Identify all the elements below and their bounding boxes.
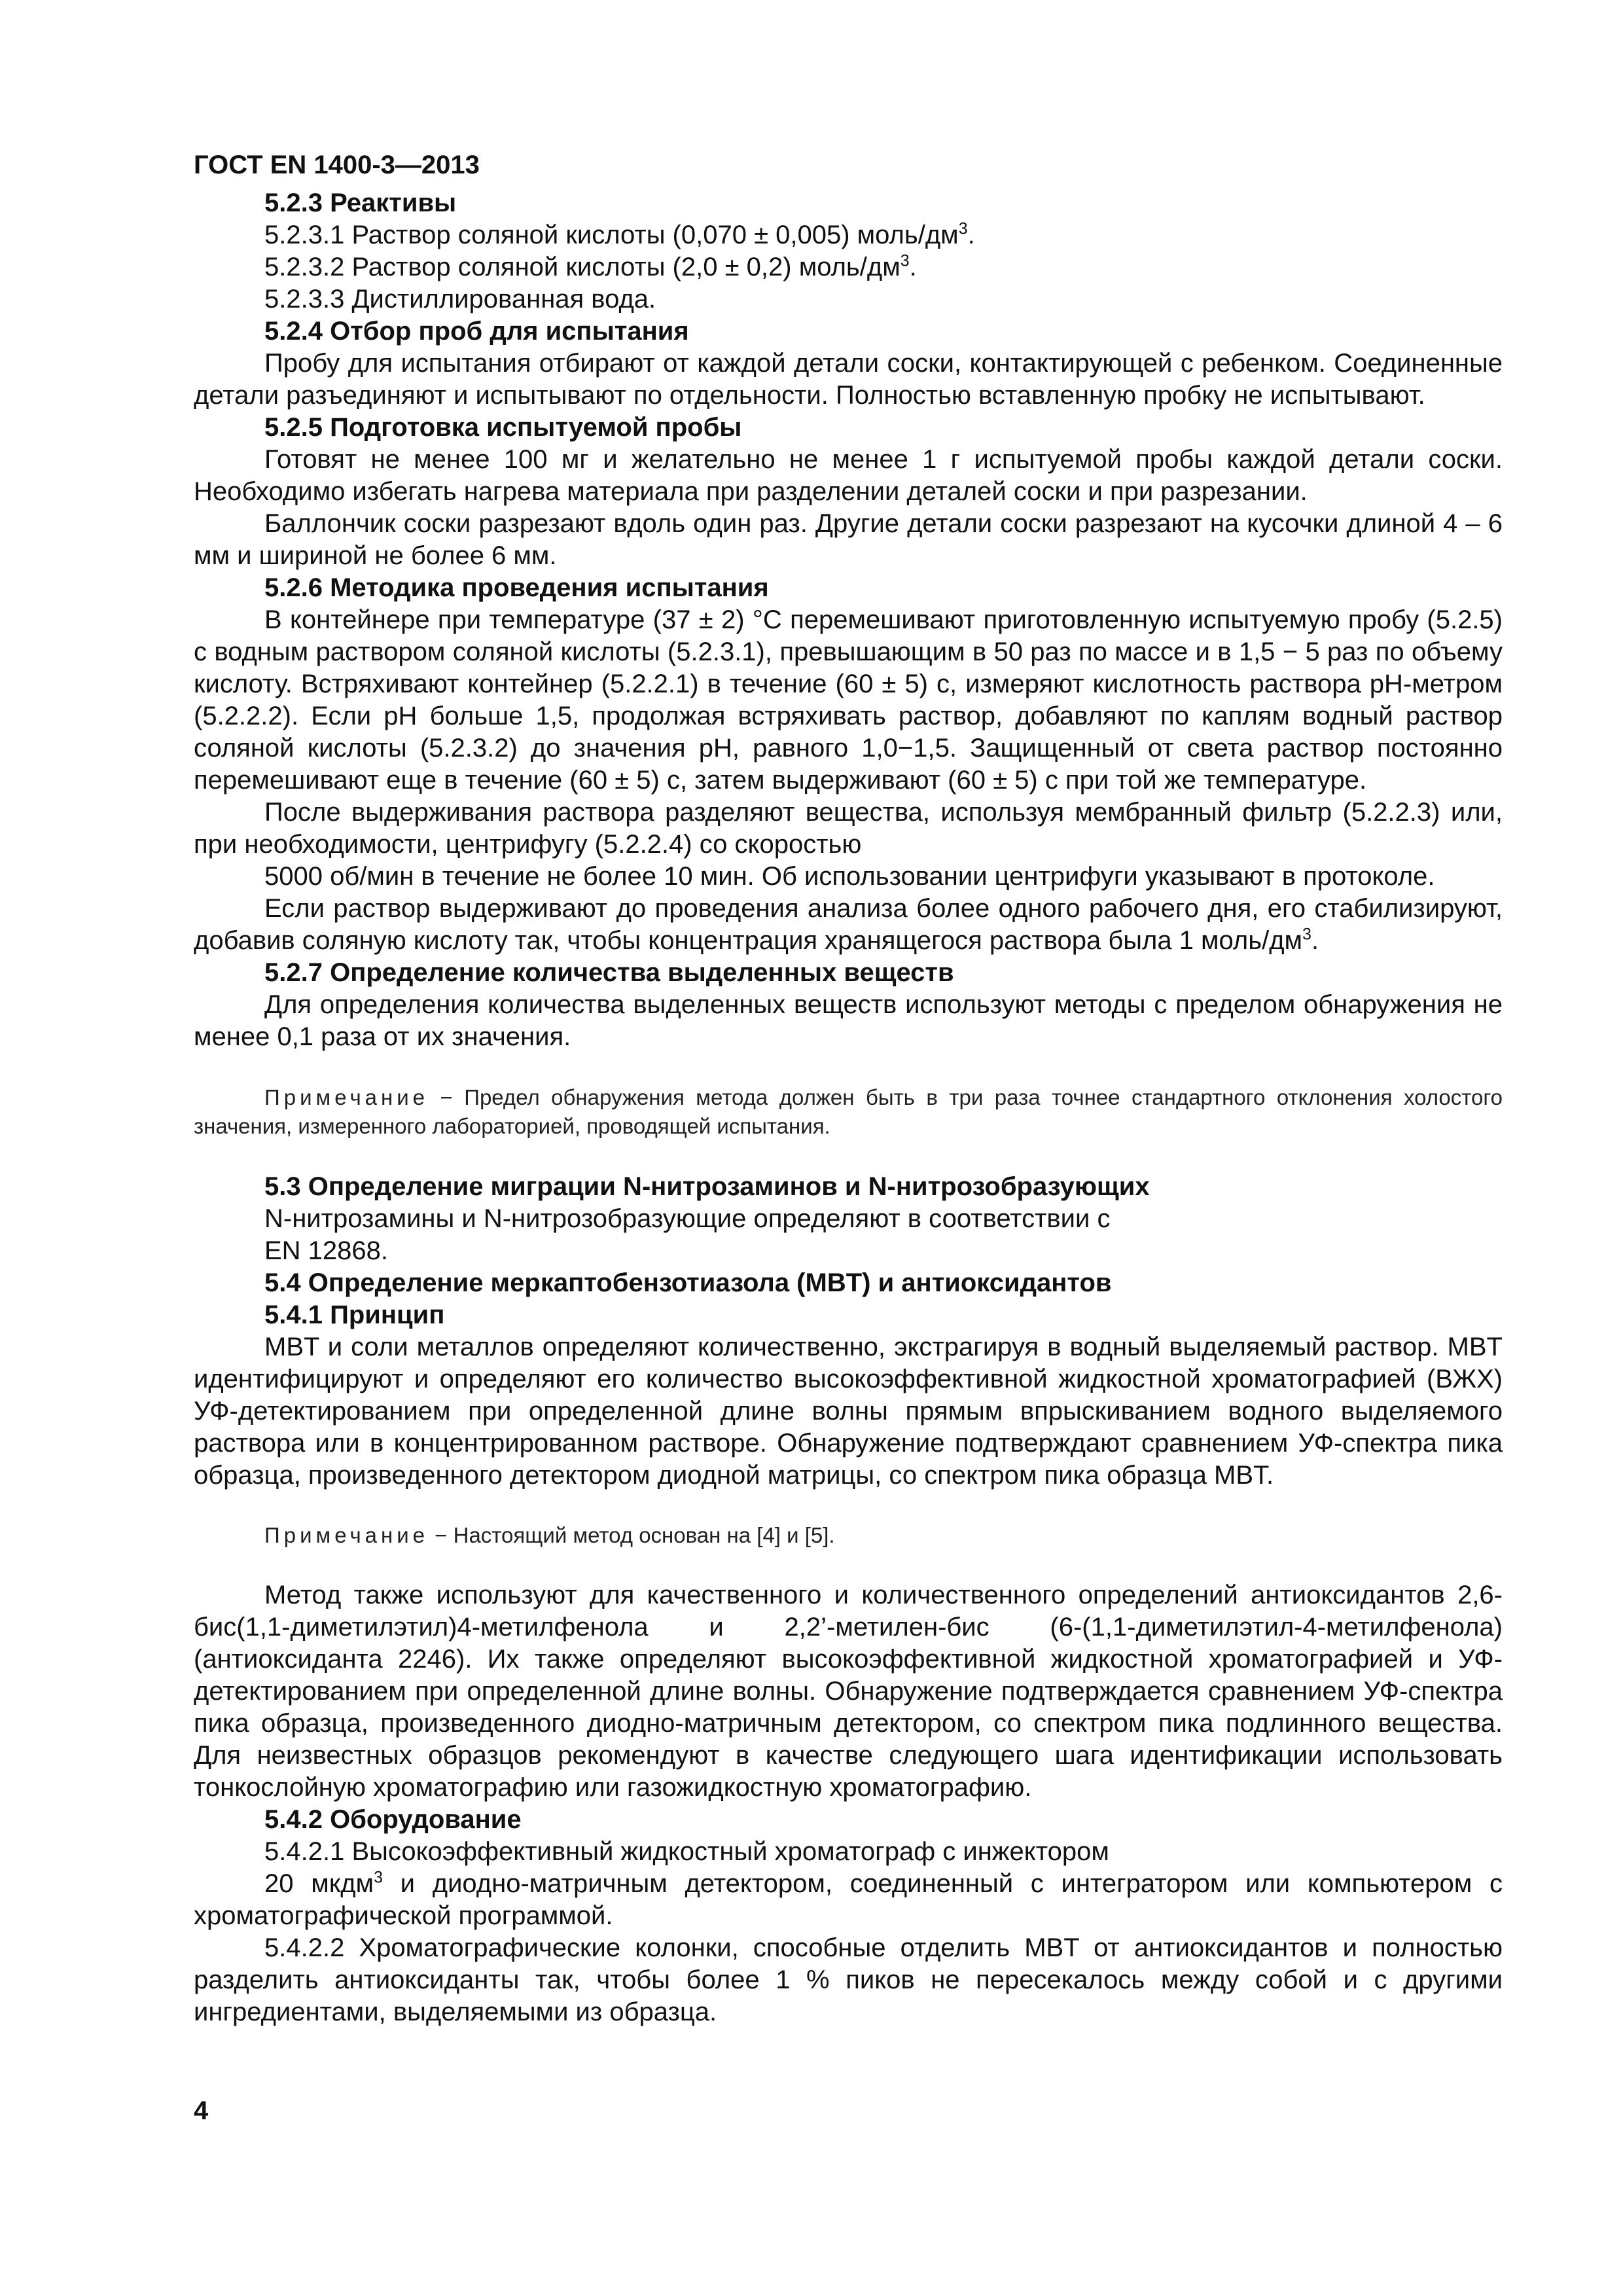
section-5-2-4-heading: 5.2.4 Отбор проб для испытания xyxy=(264,317,689,346)
section-5-4-1-heading: 5.4.1 Принцип xyxy=(264,1300,445,1329)
section-5-2-6-heading: 5.2.6 Методика проведения испытания xyxy=(264,573,769,602)
section-5-4-1-para-antioxidants: Метод также используют для качественного и количественного определений антиоксидантов 2,6-бис(1,1-диметилэтил)4-метилфенола и 2,2’-метилен-бис (6-(1,1-диметилэтил-4-метилфенола) (антиоксиданта 2246). Их также определяют высокоэффективной жидкостной хроматографией и УФ-детектированием при определенной длине волны. Обнаружение подтверждается сравнением УФ-спектра пика образца, произведенного диодно-матричным детектором, со спектром пика подлинного вещества. Для неизвестных образцов рекомендуют в качестве следующего шага идентификации использовать тонкослойную хроматографию или газожидкостную хроматографию. xyxy=(194,1581,1503,1802)
note-text: − Настоящий метод основан на [4] и [5]. xyxy=(429,1523,835,1547)
section-5-2-7-text: Для определения количества выделенных веществ используют методы с пределом обнаружения не менее 0,1 раза от их значения. xyxy=(194,990,1503,1051)
section-5-4-heading: 5.4 Определение меркаптобензотиазола (MBT) и антиоксидантов xyxy=(264,1268,1112,1297)
item-5-4-2-1-continued: 20 мкдм$^3$ и диодно-матричным детектором, соединенный с интегратором или компьютером с хроматографической программой. xyxy=(194,1868,1503,1930)
section-5-2-5-para-2: Баллончик соски разрезают вдоль один раз. Другие детали соски разрезают на кусочки длиной 4 – 6 мм и шириной не более 6 мм. xyxy=(194,509,1503,570)
section-5-3-para-1: N-нитрозамины и N-нитрозобразующие определяют в соответствии с xyxy=(264,1204,1111,1233)
note-text: − Предел обнаружения метода должен быть в три раза точнее стандартного отклонения холостого значения, измеренного лабораторией, проводящей испытания. xyxy=(194,1085,1503,1138)
item-5-4-2-2: 5.4.2.2 Хроматографические колонки, способные отделить MBT от антиоксидантов и полностью разделить антиоксиданты так, чтобы более 1 % пиков не пересекалось между собой и с другими ингредиентами, выделяемыми из образца. xyxy=(194,1933,1503,2026)
page-number: 4 xyxy=(194,2096,209,2125)
section-5-2-3-heading: 5.2.3 Реактивы xyxy=(264,188,457,217)
item-5-2-3-2: 5.2.3.2 Раствор соляной кислоты (2,0 ± 0,2) моль/$дм^3$. xyxy=(264,251,917,281)
note-label: Примечание xyxy=(264,1085,429,1109)
item-5-2-3-3: 5.2.3.3 Дистиллированная вода. xyxy=(264,285,656,314)
section-5-2-4-text: Пробу для испытания отбирают от каждой детали соски, контактирующей с ребенком. Соединенные детали разъединяют и испытывают по отдельности. Полностью вставленную пробку не испытывают. xyxy=(194,349,1503,410)
section-5-3-para-2: EN 12868. xyxy=(264,1236,389,1265)
section-5-2-5-heading: 5.2.5 Подготовка испытуемой пробы xyxy=(264,413,742,442)
note-method-basis xyxy=(194,1521,1503,1550)
section-5-2-5-para-1: Готовят не менее 100 мг и желательно не менее 1 г испытуемой пробы каждой детали соски. Необходимо избегать нагрева материала при разделении деталей соски и при разрезании. xyxy=(194,445,1503,506)
section-5-3-heading: 5.3 Определение миграции N-нитрозаминов и N-нитрозобразующих xyxy=(264,1172,1150,1201)
section-5-2-6-para-1: В контейнере при температуре (37 ± 2) °С перемешивают приготовленную испытуемую пробу (5.2.5) с водным раствором соляной кислоты (5.2.3.1), превышающим в 50 раз по массе и в 1,5 − 5 раз по объему кислоту. Встряхивают контейнер (5.2.2.1) в течение (60 ± 5) с, измеряют кислотность раствора pH-метром (5.2.2.2). Если pH больше 1,5, продолжая встряхивать раствор, добавляют по каплям водный раствор соляной кислоты (5.2.3.2) до значения pH, равного 1,0−1,5. Защищенный от света раствор постоянно перемешивают еще в течение (60 ± 5) с, затем выдерживают (60 ± 5) с при той же температуре. xyxy=(194,605,1503,795)
note-label: Примечание xyxy=(264,1523,429,1547)
item-5-4-2-1: 5.4.2.1 Высокоэффективный жидкостный хроматограф с инжектором xyxy=(264,1837,1109,1866)
section-5-4-2-heading: 5.4.2 Оборудование xyxy=(264,1805,522,1834)
section-5-2-6-para-4: Если раствор выдерживают до проведения анализа более одного рабочего дня, его стабилизируют, добавив соляную кислоту так, чтобы концентрация хранящегося раствора была 1 моль/$дм^3$. xyxy=(194,894,1503,955)
section-5-2-6-para-3: 5000 об/мин в течение не более 10 мин. Об использовании центрифуги указывают в протоколе. xyxy=(264,862,1435,891)
note-detection-limit xyxy=(194,1083,1503,1141)
section-5-2-7-heading: 5.2.7 Определение количества выделенных веществ xyxy=(264,958,954,987)
document-header: ГОСТ EN 1400-3—2013 xyxy=(194,151,480,179)
document-page xyxy=(194,149,1503,2028)
item-5-2-3-1: 5.2.3.1 Раствор соляной кислоты (0,070 ± 0,005) моль/$дм^3$. xyxy=(264,219,975,249)
section-5-2-6-para-2: После выдерживания раствора разделяют вещества, используя мембранный фильтр (5.2.2.3) или, при необходимости, центрифугу (5.2.2.4) со скоростью xyxy=(194,798,1503,859)
section-5-4-1-text: MBT и соли металлов определяют количественно, экстрагируя в водный выделяемый раствор. MBT идентифицируют и определяют его количество высокоэффективной жидкостной хроматографией (ВЖХ) УФ-детектированием при определенной длине волны прямым впрыскиванием водного выделяемого раствора или в концентрированном растворе. Обнаружение подтверждают сравнением УФ-спектра пика образца, произведенного детектором диодной матрицы, со спектром пика образца MBT. xyxy=(194,1333,1503,1490)
